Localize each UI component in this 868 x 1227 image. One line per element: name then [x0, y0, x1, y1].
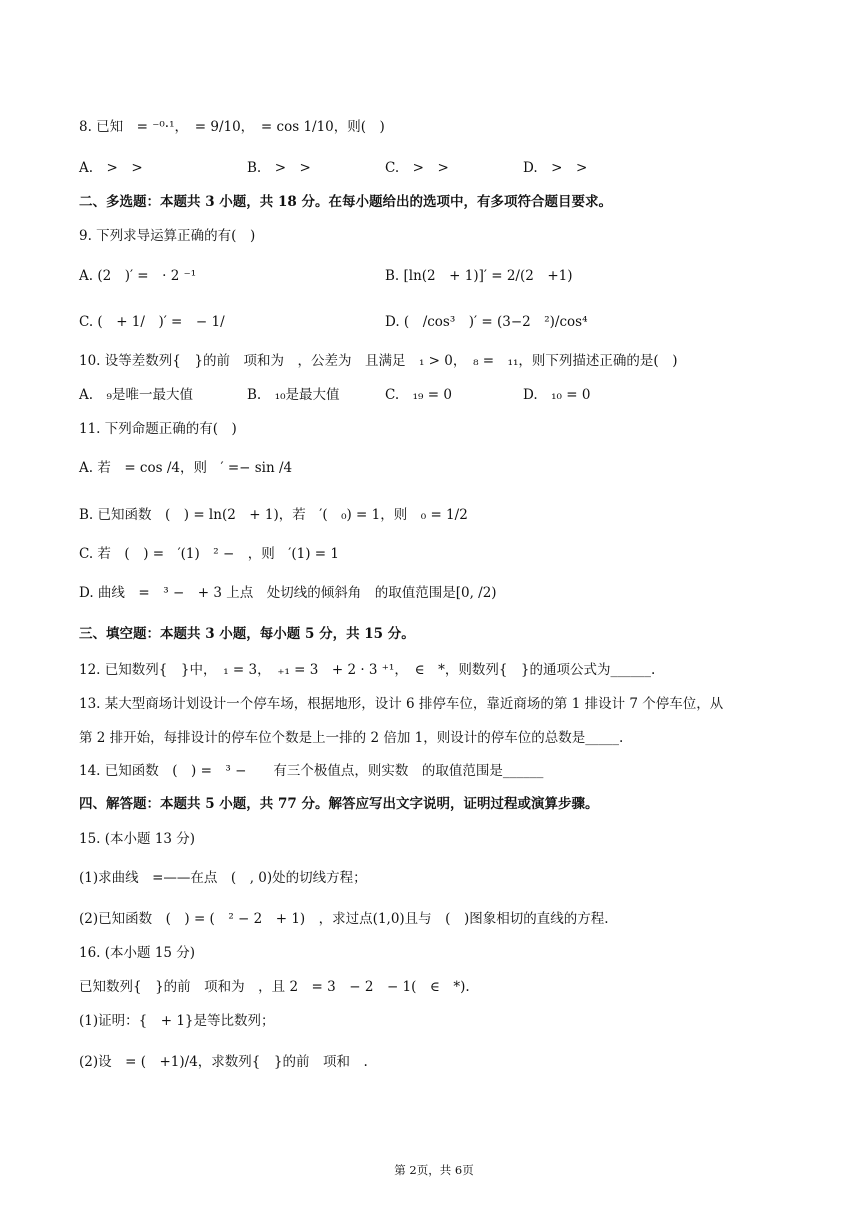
q13-text-line-2: 第 2 排开始，每排设计的停车位个数是上一排的 2 倍加 1，则设计的停车位的总数是_____. — [79, 730, 624, 746]
q10-option-a: A. ₉是唯一最大值 — [79, 387, 193, 403]
q10-option-c: C. ₁₉ = 0 — [385, 387, 452, 403]
q9-stem: 9. 下列求导运算正确的有( ) — [79, 228, 256, 244]
q16-part-1: (1)证明：{ + 1}是等比数列； — [79, 1013, 275, 1029]
q16-title: 16. (本小题 15 分) — [79, 945, 196, 961]
q16-stem: 已知数列{ }的前 项和为 ，且 2 = 3 − 2 − 1( ∈ *). — [79, 979, 470, 995]
q9-option-c: C. ( + 1/ )′ = − 1/ — [79, 314, 225, 330]
q9-option-b: B. [ln(2 + 1)]′ = 2/(2 +1) — [385, 268, 573, 284]
q13-text-line-1: 13. 某大型商场计划设计一个停车场，根据地形，设计 6 排停车位，靠近商场的第 1 排设计 7 个停车位，从 — [79, 696, 724, 712]
q11-option-b: B. 已知函数 ( ) = ln(2 + 1)，若 ′( ₀) = 1，则 ₀ = 1/2 — [79, 507, 468, 523]
page-footer: 第 2页，共 6页 — [394, 1163, 474, 1177]
section-4-heading: 四、解答题：本题共 5 小题，共 77 分。解答应写出文字说明，证明过程或演算步骤。 — [79, 796, 599, 812]
q11-option-c: C. 若 ( ) = ′(1) ² − ，则 ′(1) = 1 — [79, 546, 339, 562]
q10-option-b: B. ₁₀是最大值 — [247, 387, 340, 403]
q8-option-c: C. > > — [385, 160, 449, 176]
q16-part-2: (2)设 = ( +1)/4，求数列{ }的前 项和 . — [79, 1054, 368, 1070]
q11-option-d: D. 曲线 = ³ − + 3 上点 处切线的倾斜角 的取值范围是[0, /2) — [79, 585, 497, 601]
q12-text: 12. 已知数列{ }中， ₁ = 3， ₊₁ = 3 + 2 · 3 ⁺¹， ∈ *，则数列{ }的通项公式为______. — [79, 662, 656, 678]
q10-option-d: D. ₁₀ = 0 — [523, 387, 591, 403]
q15-title: 15. (本小题 13 分) — [79, 831, 196, 847]
q9-option-a: A. (2 )′ = · 2 ⁻¹ — [79, 268, 197, 284]
q8-stem: 8. 已知 = ⁻⁰·¹， = 9/10， = cos 1/10，则( ) — [79, 119, 385, 135]
q10-stem: 10. 设等差数列{ }的前 项和为 ，公差为 且满足 ₁ > 0， ₈ = ₁₁，则下列描述正确的是( ) — [79, 353, 678, 369]
q14-text: 14. 已知函数 ( ) = ³ − 有三个极值点，则实数 的取值范围是______ — [79, 763, 544, 779]
q8-option-b: B. > > — [247, 160, 311, 176]
q15-part-1: (1)求曲线 =——在点 ( , 0)处的切线方程； — [79, 870, 367, 886]
q11-stem: 11. 下列命题正确的有( ) — [79, 421, 237, 437]
q9-option-d: D. ( /cos³ )′ = (3−2 ²)/cos⁴ — [385, 314, 588, 330]
q8-option-d: D. > > — [523, 160, 588, 176]
q8-option-a: A. > > — [79, 160, 143, 176]
q11-option-a: A. 若 = cos /4，则 ′ =− sin /4 — [79, 460, 293, 476]
section-2-heading: 二、多选题：本题共 3 小题，共 18 分。在每小题给出的选项中，有多项符合题目要求。 — [79, 194, 612, 210]
q15-part-2: (2)已知函数 ( ) = ( ² − 2 + 1) ，求过点(1,0)且与 ( )图象相切的直线的方程. — [79, 911, 609, 927]
section-3-heading: 三、填空题：本题共 3 小题，每小题 5 分，共 15 分。 — [79, 626, 415, 642]
